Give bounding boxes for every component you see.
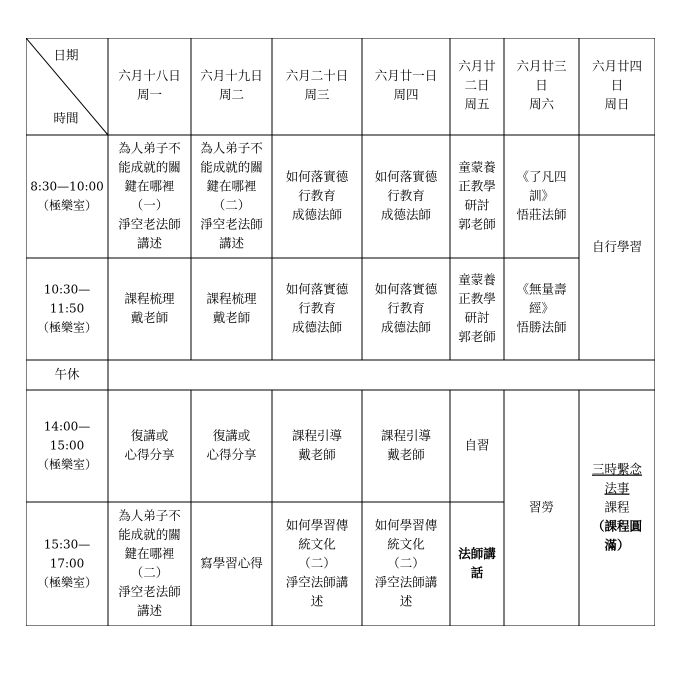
cell-s1-tue-line-1: 為人弟子不 [200, 140, 263, 156]
cell-s4-mon-line-2: 能成就的關 [118, 527, 181, 542]
slot-label-1-line-2: （極樂室） [36, 198, 98, 213]
cell-s2-fri-line-2: 正教學 [458, 291, 496, 306]
cell-s4-thu-line-4: 淨空法師講 [374, 574, 438, 590]
cell-s1-fri-line-2: 正教學 [458, 178, 496, 194]
cell-s2-wed-line-2: 行教育 [298, 300, 336, 316]
day-header-7-line-3: 周日 [604, 96, 630, 112]
sunday-afternoon-text-line-5: 滿） [604, 537, 630, 553]
cell-s2-sat-line-1: 《無量壽 [516, 281, 567, 297]
day-header-4-line-2: 周四 [393, 87, 419, 102]
cell-s4-wed-line-2: 統文化 [298, 536, 336, 552]
cell-s1-tue-line-4: （二） [212, 197, 251, 213]
cell-s1-thu-line-1: 如何落實德 [374, 169, 438, 184]
cell-s4-mon-line-5: 淨空老法師 [118, 584, 181, 599]
slot-label-2-line-1: 10:30— [43, 282, 91, 297]
cell-s2-mon-line-1: 課程梳理 [124, 291, 175, 306]
cell-s1-mon-line-5: 淨空老法師 [118, 216, 181, 232]
corner-time-label-line-1: 時間 [53, 110, 79, 126]
cell-sun-morning-line-1: 自行學習 [591, 239, 643, 254]
cell-s3-tue-line-1: 復講或 [212, 428, 251, 443]
cell-s2-tue-line-2: 戴老師 [212, 310, 251, 325]
slot-label-1-line-1: 8:30—10:00 [30, 179, 104, 194]
slot-label-3-line-3: （極樂室） [36, 457, 98, 472]
cell-s1-sat-line-2: 訓》 [528, 188, 555, 203]
cell-s1-mon-line-3: 鍵在哪裡 [124, 178, 175, 194]
cell-s1-mon-line-2: 能成就的關 [118, 159, 181, 175]
day-header-6-line-1: 六月廿三 [516, 58, 567, 74]
day-header-3-line-1: 六月二十日 [285, 68, 349, 83]
cell-s1-wed-line-1: 如何落實德 [285, 169, 349, 184]
cell-s4-fri-line-2: 話 [470, 565, 484, 580]
cell-s1-tue-line-3: 鍵在哪裡 [206, 178, 257, 194]
cell-s4-fri-line-1: 法師講 [458, 546, 496, 561]
slot-label-3-line-1: 14:00— [43, 419, 91, 434]
day-header-6-line-2: 日 [535, 77, 548, 93]
sunday-afternoon-text-line-3: 課程 [604, 499, 630, 515]
cell-s1-sat-line-3: 悟莊法師 [516, 207, 567, 222]
day-header-7-line-1: 六月廿四 [591, 58, 643, 74]
cell-s2-sat-line-3: 悟勝法師 [516, 319, 567, 335]
day-header-7-line-2: 日 [610, 77, 624, 93]
cell-s4-mon-line-1: 為人弟子不 [118, 508, 181, 523]
sunday-ceremony-link-line-1[interactable]: 三時繫念 [591, 461, 643, 477]
cell-s4-thu-line-1: 如何學習傳 [374, 517, 438, 533]
cell-s4-thu-line-2: 統文化 [387, 536, 425, 552]
cell-s4-wed-line-1: 如何學習傳 [285, 517, 349, 533]
cell-s2-fri-line-1: 童蒙養 [458, 272, 496, 287]
cell-sat-afternoon-line-1: 習勞 [528, 499, 555, 515]
sunday-ceremony-link-line-2[interactable]: 法事 [604, 480, 630, 496]
cell-s1-tue-line-6: 講述 [218, 235, 245, 251]
cell-s4-thu-line-3: （二） [387, 555, 425, 571]
slot-label-2-line-3: （極樂室） [36, 320, 98, 335]
cell-s4-mon-line-6: 講述 [136, 603, 163, 618]
cell-s2-thu-line-2: 行教育 [387, 300, 425, 316]
cell-s1-wed-line-3: 成德法師 [291, 207, 343, 222]
cell-s2-wed-line-1: 如何落實德 [285, 281, 349, 297]
cell-s3-wed-line-2: 戴老師 [298, 447, 336, 462]
slot-label-4-line-3: （極樂室） [36, 575, 98, 590]
slot-label-2-line-2: 11:50 [49, 301, 85, 316]
day-header-5-line-3: 周五 [464, 96, 490, 112]
cell-s4-mon-line-4: （二） [130, 565, 169, 580]
cell-s2-thu-line-3: 成德法師 [380, 319, 432, 335]
cell-s3-mon-line-2: 心得分享 [124, 447, 175, 462]
cell-s2-wed-line-3: 成德法師 [291, 319, 343, 335]
cell-s1-fri-line-4: 郭老師 [458, 216, 496, 232]
cell-s3-thu-line-1: 課程引導 [380, 428, 432, 443]
cell-s2-sat-line-2: 經》 [528, 300, 555, 316]
cell-s1-mon-line-6: 講述 [136, 235, 163, 251]
cell-s1-tue-line-5: 淨空老法師 [200, 216, 263, 232]
sunday-afternoon-text-line-4: （課程圓 [591, 518, 643, 534]
day-header-1-line-1: 六月十八日 [118, 68, 181, 83]
cell-s4-wed-line-4: 淨空法師講 [285, 574, 349, 590]
slot-label-4-line-1: 15:30— [43, 537, 91, 552]
day-header-1-line-2: 周一 [136, 87, 163, 102]
day-header-2-line-2: 周二 [218, 87, 245, 102]
cell-s3-mon-line-1: 復講或 [130, 428, 169, 443]
corner-date-label-line-1: 日期 [53, 47, 79, 63]
cell-s2-fri-line-4: 郭老師 [458, 329, 496, 344]
cell-s3-wed-line-1: 課程引導 [291, 428, 343, 443]
cell-s1-fri-line-1: 童蒙養 [458, 159, 496, 175]
cell-s4-wed-line-3: （二） [298, 555, 336, 571]
lunch-label-line-1: 午休 [54, 366, 80, 382]
day-header-2-line-1: 六月十九日 [200, 68, 263, 83]
day-header-3-line-2: 周三 [304, 87, 330, 102]
cell-s1-mon-line-1: 為人弟子不 [118, 140, 181, 156]
cell-s2-fri-line-3: 研討 [464, 310, 490, 325]
cell-s1-wed-line-2: 行教育 [298, 188, 336, 203]
cell-s1-tue-line-2: 能成就的關 [200, 159, 263, 175]
table-cell-texts [30, 48, 642, 619]
cell-s4-thu-line-5: 述 [399, 593, 413, 609]
cell-s1-mon-line-4: （一） [130, 197, 169, 213]
schedule-table [26, 38, 655, 626]
day-header-5-line-2: 二日 [464, 77, 490, 93]
cell-s1-thu-line-2: 行教育 [387, 188, 425, 203]
cell-s2-thu-line-1: 如何落實德 [374, 281, 438, 297]
cell-s1-fri-line-3: 研討 [464, 197, 490, 213]
slot-label-3-line-2: 15:00 [49, 438, 85, 453]
slot-label-4-line-2: 17:00 [49, 556, 85, 571]
cell-s3-tue-line-2: 心得分享 [206, 447, 257, 462]
cell-s4-mon-line-3: 鍵在哪裡 [124, 546, 175, 561]
cell-s1-sat-line-1: 《了凡四 [516, 169, 567, 184]
cell-s1-thu-line-3: 成德法師 [380, 207, 432, 222]
cell-s3-fri-line-1: 自習 [464, 437, 490, 453]
cell-s4-tue-line-1: 寫學習心得 [200, 555, 263, 571]
day-header-6-line-3: 周六 [528, 96, 555, 112]
cell-s4-wed-line-5: 述 [310, 593, 324, 609]
cell-s2-mon-line-2: 戴老師 [130, 310, 169, 325]
cell-s3-thu-line-2: 戴老師 [387, 447, 425, 462]
day-header-4-line-1: 六月廿一日 [374, 68, 438, 83]
day-header-5-line-1: 六月廿 [458, 58, 496, 74]
cell-s2-tue-line-1: 課程梳理 [206, 291, 257, 306]
